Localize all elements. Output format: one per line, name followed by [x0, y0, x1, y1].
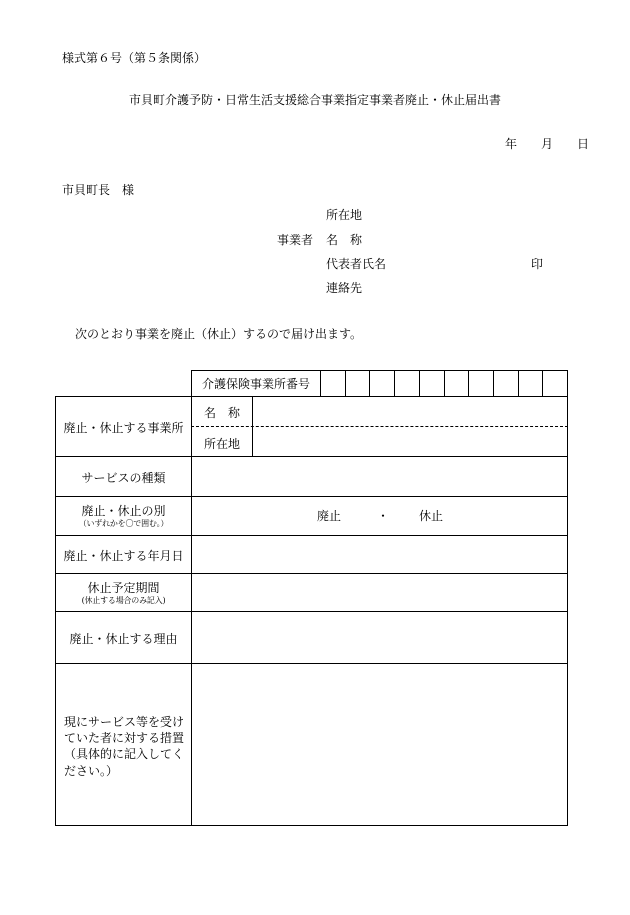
- facility-label: 廃止・休止する事業所: [63, 421, 184, 435]
- applicant-role-label: 事業者: [277, 233, 314, 247]
- office-number-digit[interactable]: [420, 371, 444, 395]
- intro-statement: 次のとおり事業を廃止（休止）するので届け出ます。: [75, 327, 363, 341]
- seal-mark: 印: [531, 257, 544, 271]
- facility-name-label: 名 称: [203, 406, 240, 420]
- type-option-suspension[interactable]: 休止: [419, 509, 444, 523]
- service-type-label: サービスの種類: [81, 471, 166, 485]
- type-option-closure[interactable]: 廃止: [317, 509, 342, 523]
- office-number-digit[interactable]: [494, 371, 518, 395]
- digit-divider: [542, 370, 543, 396]
- office-number-digit[interactable]: [519, 371, 543, 395]
- digit-divider: [345, 370, 346, 396]
- office-number-digit[interactable]: [370, 371, 394, 395]
- facility-address-field[interactable]: [253, 427, 567, 456]
- digit-divider: [444, 370, 445, 396]
- form-number: 様式第６号（第５条関係）: [62, 51, 207, 65]
- digit-divider: [419, 370, 420, 396]
- document-title: 市貝町介護予防・日常生活支援総合事業指定事業者廃止・休止届出書: [128, 93, 501, 107]
- digit-divider: [394, 370, 395, 396]
- digit-divider: [369, 370, 370, 396]
- office-number-digit[interactable]: [543, 371, 567, 395]
- type-label: 廃止・休止の別: [81, 504, 166, 518]
- date-day-label: 日: [577, 137, 590, 151]
- measures-label: 現にサービス等を受けていた者に対する措置（具体的に記入してください。）: [64, 715, 185, 778]
- applicant-contact-label: 連絡先: [326, 281, 363, 295]
- office-number-label: 介護保険事業所番号: [201, 377, 310, 391]
- type-note: （いずれかを〇で囲む。）: [78, 519, 169, 528]
- date-label: 廃止・休止する年月日: [63, 549, 184, 563]
- service-type-field[interactable]: [192, 457, 567, 496]
- applicant-address-label: 所在地: [326, 208, 363, 222]
- reason-label: 廃止・休止する理由: [69, 632, 178, 646]
- reason-field[interactable]: [192, 612, 567, 663]
- applicant-name-label: 名 称: [326, 233, 363, 247]
- office-number-digit[interactable]: [469, 371, 493, 395]
- period-label: 休止予定期間: [87, 581, 160, 595]
- date-field[interactable]: [192, 536, 567, 573]
- recipient: 市貝町長 様: [62, 183, 135, 197]
- office-number-digit[interactable]: [395, 371, 419, 395]
- applicant-representative-label: 代表者氏名: [326, 257, 387, 271]
- period-note: (休止する場合のみ記入): [81, 596, 166, 605]
- date-year-label: 年: [505, 137, 518, 151]
- type-option-separator: ・: [377, 509, 390, 523]
- office-number-digit[interactable]: [321, 371, 345, 395]
- facility-name-field[interactable]: [253, 397, 567, 426]
- measures-field[interactable]: [192, 664, 567, 825]
- office-number-digit[interactable]: [346, 371, 370, 395]
- office-number-digit[interactable]: [445, 371, 469, 395]
- digit-divider: [493, 370, 494, 396]
- digit-divider: [518, 370, 519, 396]
- date-month-label: 月: [541, 137, 554, 151]
- digit-divider: [468, 370, 469, 396]
- period-field[interactable]: [192, 574, 567, 611]
- facility-address-label: 所在地: [203, 437, 240, 451]
